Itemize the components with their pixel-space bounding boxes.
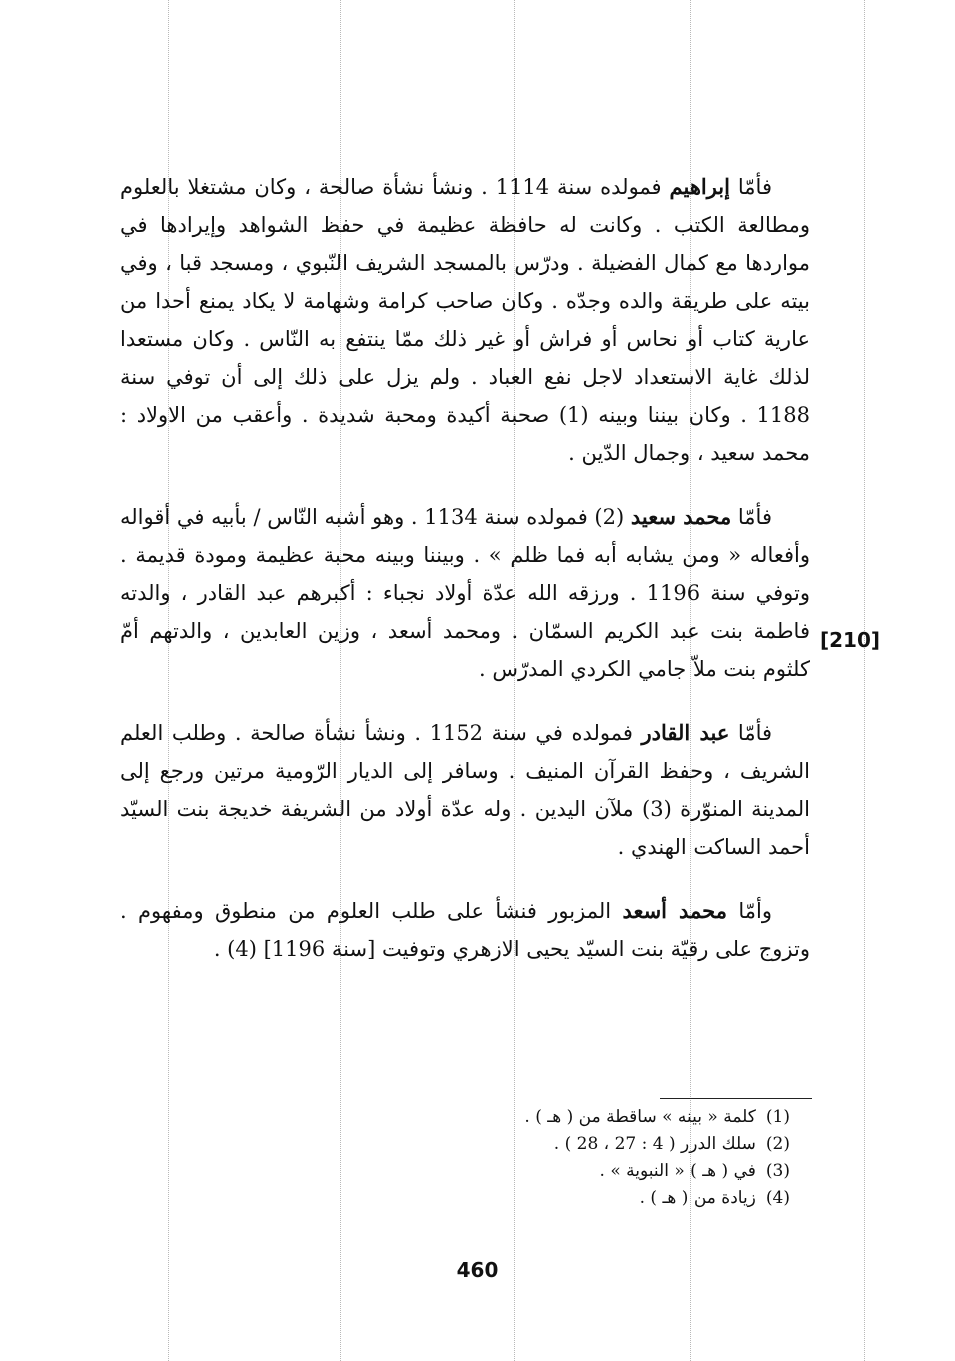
main-text [120,168,810,994]
person-name: إبراهيم [669,174,730,199]
paragraph-body: فمولده في سنة 1152 . ونشأ نشأة صالحة . وطلب العلم الشريف ، وحفظ القرآن المنيف . وسافر إلى الديار الرّومية مرتين ورجع إلى المدينة المنوّرة (3) ملآن اليدين . وله عدّة أولاد من الشريفة خديجة بنت السيّد أحمد الساكت الهندي . [120,721,810,859]
footnote-item [360,1185,790,1212]
page-number: 460 [456,1258,499,1282]
paragraph-ibrahim [120,168,810,472]
footnote-text: كلمة « بينه » ساقطة من ( هـ ) . [524,1107,756,1127]
footnote-text: سلك الدرر ( 4 : 27 ، 28 ) . [553,1134,756,1154]
paragraph-lead: فأمّا [731,505,772,529]
footnotes [360,1104,790,1212]
margin-page-reference: [210] [820,628,881,652]
paragraph-muhammad-asad [120,892,810,968]
footnote-item [360,1131,790,1158]
paragraph-lead: فأمّا [730,175,772,199]
footnote-item [360,1104,790,1131]
footnote-text: في ( هـ ) « النبوية » . [599,1161,756,1181]
footnote-item [360,1158,790,1185]
footnote-divider [660,1098,812,1099]
paragraph-body: المزبور فنشأ على طلب العلوم من منطوق ومفهوم . وتزوج على رقيّة بنت السيّد يحيى الازهري وتوفيت [سنة 1196] (4) . [120,899,810,961]
person-name: محمد أسعد [622,898,727,923]
footnote-number: (4) [765,1188,790,1208]
paragraph-lead: وأمّا [727,899,772,923]
paragraph-body: (2) فمولده سنة 1134 . وهو أشبه النّاس / بأبيه في أقواله وأفعاله « ومن يشابه أبه فما ظلم » . وبيننا وبينه محبة عظيمة ومودة قديمة . وتوفي سنة 1196 . ورزقه الله عدّة أولاد نجباء : أكبرهم عبد القادر ، والدته فاطمة بنت عبد الكريم السمّان . ومحمد أسعد ، وزين العابدين ، والدتهم أمّ كلثوم بنت ملاّ جامي الكردي المدرّس . [119,505,810,681]
person-name: عبد القادر [641,720,730,745]
footnote-number: (2) [765,1134,790,1154]
footnote-number: (1) [765,1107,790,1127]
guide-line [864,0,865,1361]
paragraph-abd-al-qadir [120,714,810,866]
footnote-number: (3) [765,1161,790,1181]
paragraph-lead: فأمّا [729,721,773,745]
footnote-text: زيادة من ( هـ ) . [639,1188,756,1208]
paragraph-body: فمولده سنة 1114 . ونشأ نشأة صالحة ، وكان مشتغلا بالعلوم ومطالعة الكتب . وكانت له حافظة عظيمة في حفظ الشواهد وإيرادها في مواردها مع كمال الفضيلة . ودرّس بالمسجد الشريف النّبوي ، ومسجد قبا ، وفي بيته على طريقة والده وجدّه . وكان صاحب كرامة وشهامة لا يكاد يمنع أحدا من عارية كتاب أو نحاس أو فراش أو غير ذلك ممّا ينتفع به النّاس . وكان مستعدا لذلك غاية الاستعداد لاجل نفع العباد . ولم يزل على ذلك إلى أن توفي سنة 1188 . وكان بيننا وبينه (1) صحبة أكيدة ومحبة شديدة . وأعقب من الاولاد : محمد سعيد ، وجمال الدّين . [120,175,810,465]
person-name: محمد سعيد [630,504,732,529]
paragraph-muhammad-said [120,498,810,688]
